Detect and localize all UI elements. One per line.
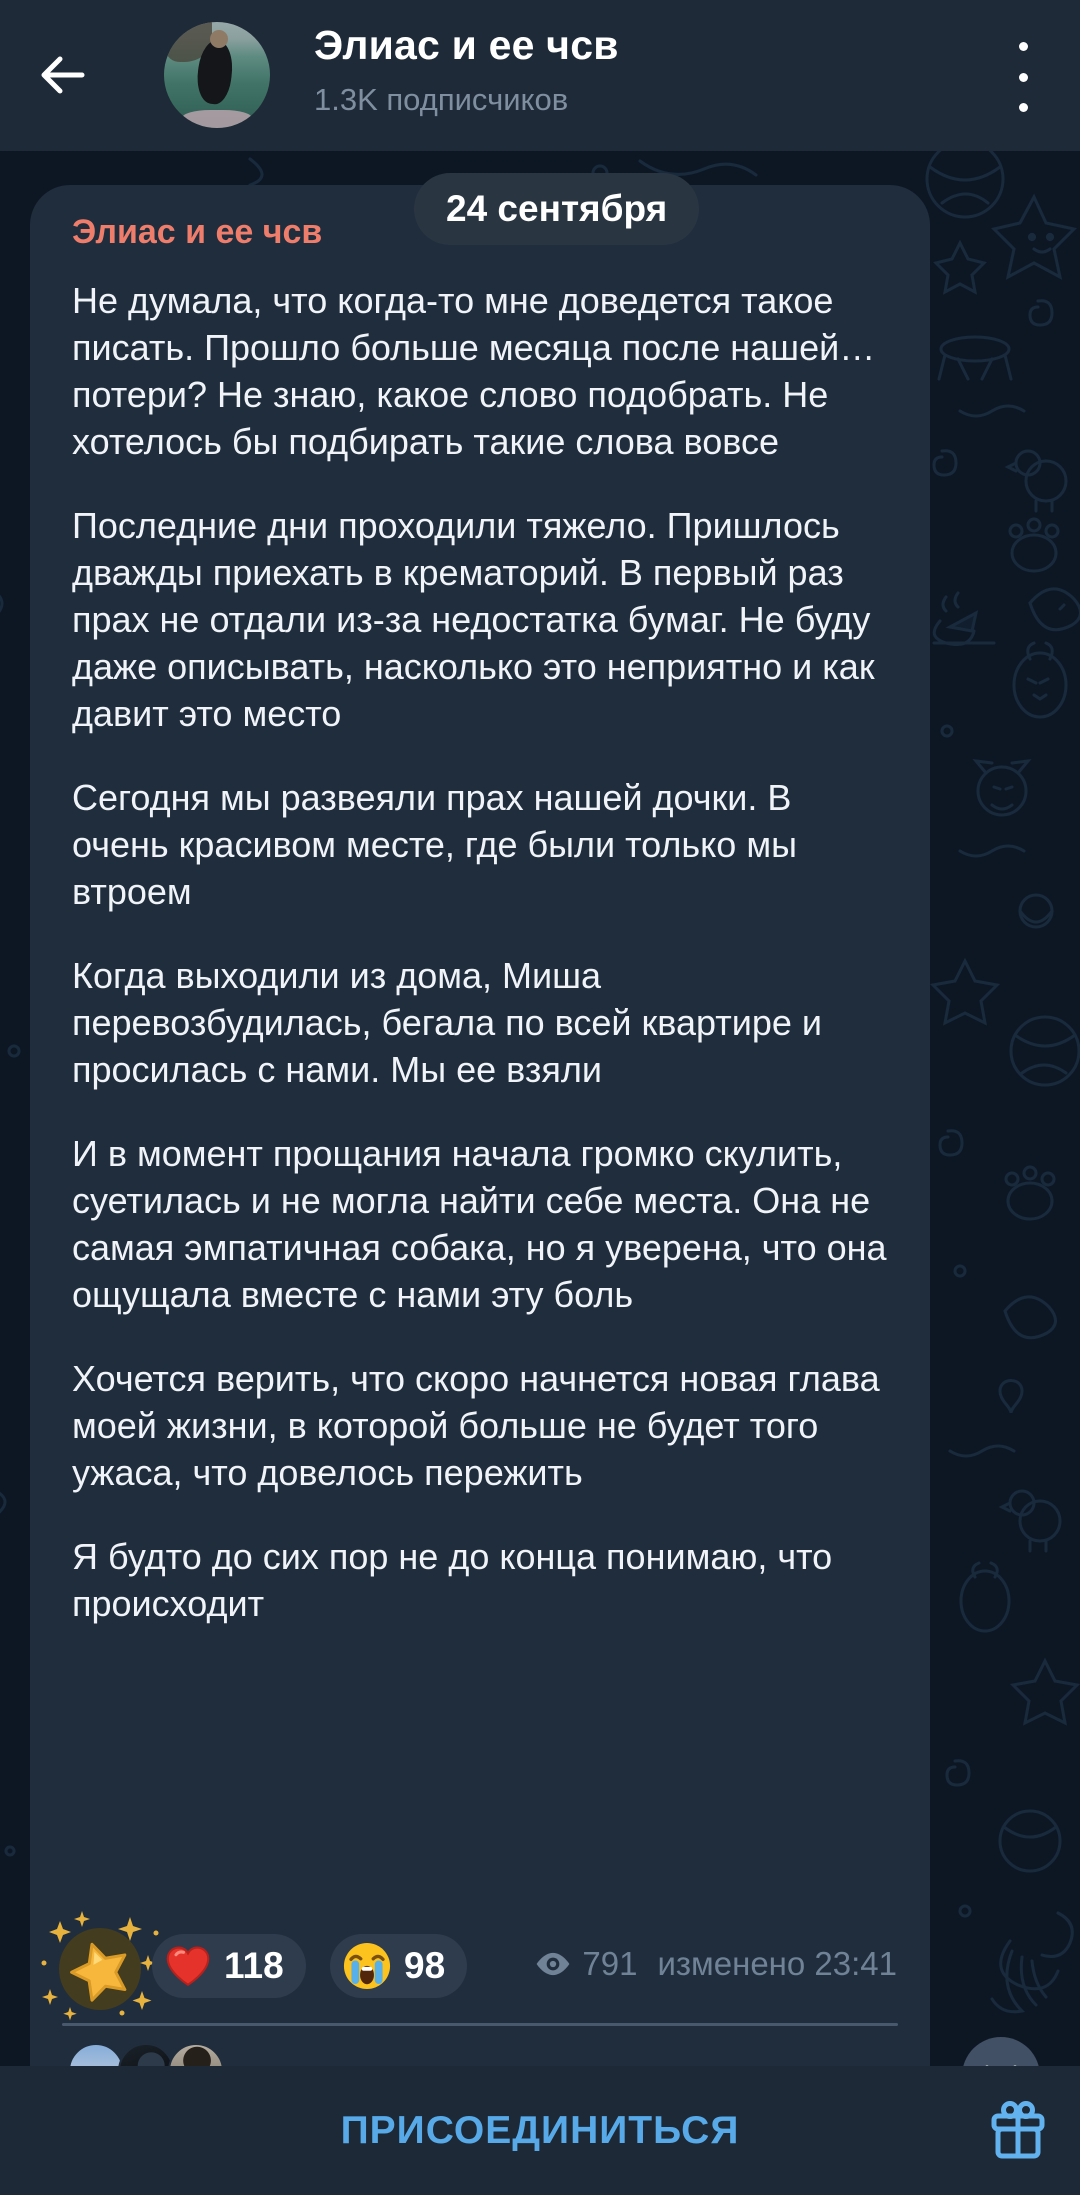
message-paragraph: Я будто до сих пор не до конца понимаю, что происходит — [72, 1536, 833, 1624]
message-text — [72, 277, 892, 1627]
join-button[interactable]: ПРИСОЕДИНИТЬСЯ — [340, 2108, 740, 2152]
premium-star-reaction-button[interactable] — [38, 1907, 162, 2021]
comments-separator — [62, 2023, 898, 2026]
join-bar — [0, 2066, 1080, 2195]
heart-reaction-count: 118 — [224, 1945, 284, 1986]
back-button[interactable] — [38, 53, 86, 97]
sender-name[interactable]: Элиас и ее чсв — [72, 213, 323, 251]
star-sparkles-icon — [42, 1911, 159, 2020]
message-paragraph: И в момент прощания начала громко скулить, суетилась и не могла найти себе места. Она не самая эмпатичная собака, но я уверена, что она ощущала вместе с нами эту боль — [72, 1133, 887, 1315]
edited-timestamp: изменено 23:41 — [657, 1945, 897, 1982]
message-paragraph: Последние дни проходили тяжело. Пришлось дважды приехать в крематорий. В первый раз прах не отдали из-за недостатка бумаг. Не буду даже описывать, насколько это неприятно и как давит это место — [72, 505, 875, 734]
eye-icon — [534, 1951, 572, 1977]
sob-reaction-button[interactable] — [330, 1934, 467, 1998]
message-paragraph: Не думала, что когда-то мне доведется такое писать. Прошло больше месяца после нашей… потери? Не знаю, какое слово подобрать. Не хотелось бы подбирать такие слова вовсе — [72, 280, 876, 462]
channel-title[interactable]: Элиас и ее чсв — [314, 22, 619, 68]
post-meta — [534, 1945, 897, 1983]
date-pill[interactable]: 24 сентября — [414, 173, 699, 245]
channel-avatar[interactable] — [164, 22, 270, 128]
subscribers-count: 1.3K подписчиков — [314, 82, 569, 117]
message-paragraph: Сегодня мы развеяли прах нашей дочки. В очень красивом месте, где были только мы втроем — [72, 777, 797, 912]
message-paragraph: Когда выходили из дома, Миша перевозбудилась, бегала по всей квартире и просилась с нами. Мы ее взяли — [72, 955, 823, 1090]
channel-header — [0, 0, 1080, 151]
heart-reaction-button[interactable] — [152, 1934, 306, 1998]
message-paragraph: Хочется верить, что скоро начнется новая глава моей жизни, в которой больше не будет того ужаса, что довелось пережить — [72, 1358, 880, 1493]
back-arrow-icon — [38, 53, 86, 97]
gift-button[interactable] — [991, 2100, 1045, 2162]
views-count: 791 — [582, 1945, 638, 1982]
heart-icon — [164, 1944, 212, 1988]
sob-emoji-icon — [342, 1941, 392, 1991]
channel-post-bubble[interactable] — [30, 185, 930, 2195]
sob-reaction-count: 98 — [404, 1945, 446, 1986]
menu-kebab-icon[interactable] — [1006, 42, 1040, 112]
gift-icon — [991, 2100, 1045, 2162]
